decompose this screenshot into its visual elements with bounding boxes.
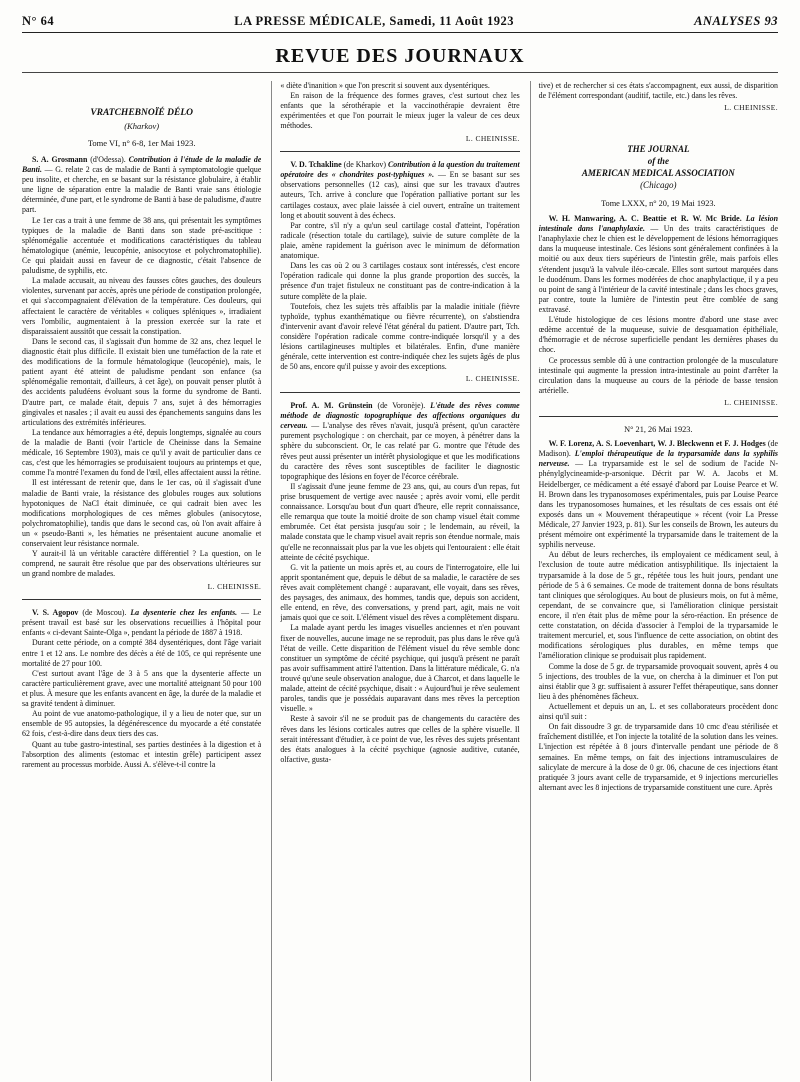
column-2 xyxy=(271,81,519,1081)
divider xyxy=(280,392,519,393)
paragraph: Dans le second cas, il s'agissait d'un homme de 32 ans, chez lequel le diagnostic était plus difficile. Il existait bien une tuméfaction de la rate et des modifications de la formule hématologique (leucopénie), mais, le patient ayant été atteint de paludisme pendant son enfance (sa splénomégalie remontait, d'ailleurs, à cet âge), on pouvait penser plutôt à des accidents paludéens évoluant sous la forme du syndrome de Banti. D'autre part, ce malade était, depuis 7 ans, sujet à des hémorragies gingivales et nasales ; il avait eu aussi des épanchements sanguins dans les articulations des extrémités inférieures. xyxy=(22,336,262,427)
journal-heading-jama xyxy=(539,143,778,192)
signature: L. CHEINISSE. xyxy=(724,397,778,407)
paragraph: Par contre, s'il n'y a qu'un seul cartilage costal d'atteint, l'opération radicale (résection totale du cartilage), suivie de suture complète de la plaie, amène rapidement la guérison avec le minimum de déformation anatomique. xyxy=(280,220,520,261)
paragraph: Toutefois, chez les sujets très affaiblis par la maladie initiale (fièvre typhoïde, typhus exanthématique ou fièvre récurrente), on s'abstiendra d'intervenir avant d'avoir relevé l'état général du patient. D'autre part, Tch. considère l'opération radicale comme contre-indiquée lorsqu'il y a des lésions cartilagineuses multiples et bilatérales. Enfin, d'une manière générale, cette intervention est contre-indiquée chez les sujets âgés de plus de 50 ans, encore qu'il puisse y avoir des exceptions. xyxy=(280,301,520,372)
paragraph: Il s'agissait d'une jeune femme de 23 ans, qui, au cours d'un repas, fut prise brusquement de vertige avec nausée ; après avoir vomi, elle perdit connaissance. Lorsqu'au bout d'un quart d'heure, elle reprit connaissance, elle remarqua que toute la moitié droite de son champ visuel était comme embrumée. Cet état persista jusqu'au soir ; le lendemain, au réveil, la malade constata que le champ visuel avait repris son étendue normale, mais qu'elle ne reconnaissait plus par la vue les objets qui l'entouraient : elle était atteinte de cécité psychique. xyxy=(280,481,520,562)
paragraph: « diète d'inanition » que l'on prescrit si souvent aux dysentériques. xyxy=(280,81,490,90)
column-3 xyxy=(530,81,778,1081)
article-title: L'emploi thérapeutique de la tryparsamide dans la syphilis nerveuse. xyxy=(538,449,778,469)
divider xyxy=(539,416,778,417)
paragraph: En raison de la fréquence des formes graves, c'est surtout chez les enfants que la sérothérapie et la vaccinothérapie devraient être expérimentées et que l'on pourrait le mieux juger la valeur de ces deux méthodes. xyxy=(280,91,520,131)
paragraph: On fait dissoudre 3 gr. de tryparsamide dans 10 cmc d'eau stérilisée et fraîchement distillée, et l'on injecte la totalité de la solution dans les veines. L'injection est répétée à 8 jours d'intervalle pendant une période de 8 semaines. En même temps, on fait des injections intramusculaires de salicylate de mercure à la dose de 0 gr. 06, chacune de ces injections étant pratiquée 3 jours avant celle de tryparsamide, et 9 injections mercurielles alternant avec les 8 injections de tryparsamide constituent une cure. Après xyxy=(538,722,778,792)
article-manwaring: W. H. Manwaring, A. C. Beattie et R. W. Mc Bride. La lésion intestinale dans l'anaphylaxie. — Un des traits caractéristiques de l'anaphylaxie chez le chien est le développement de lésions hémorragiques dans la muqueuse intestinale. Ces lésions sont généralement confinées à la moitié ou aux deux tiers supérieurs de l'intestin grêle, mais parfois elles s'étendent jusqu'à la valvule iléo-cæcale. Elles sont surtout marquées dans le duodénum. Dans les formes modérées de choc anaphylactique, il y a peu ou point de sang à l'intérieur de la cavité intestinale ; dans les chocs graves, par contre, toute la lumière de l'intestin peut être comblée de sang extravasé. xyxy=(538,213,778,314)
columns xyxy=(22,81,778,1081)
journal-line: AMERICAN MEDICAL ASSOCIATION xyxy=(581,168,735,179)
journal-heading: VRATCHEBNOÏÉ DÉLO xyxy=(90,108,193,118)
paragraph: Ce processus semble dû à une contraction prolongée de la musculature intestinale qui augmente la pression intra-intestinale au point d'arrêter la circulation dans la muqueuse au cours de la période de basse tension artérielle. xyxy=(538,355,778,395)
signature: L. CHEINISSE. xyxy=(207,581,262,591)
divider xyxy=(22,599,261,600)
paragraph: Comme la dose de 5 gr. de tryparsamide provoquait souvent, après 4 ou 5 injections, des troubles de la vue, on chercha à la diminuer et l'on put ainsi établir que 3 gr. suffisaient à assurer l'effet thérapeutique, sans donner lieu à des phénomènes fâcheux. xyxy=(538,661,778,701)
section-title: REVUE DES JOURNAUX xyxy=(22,45,778,73)
issue-line: Tome VI, n° 6-8, 1er Mai 1923. xyxy=(87,138,196,149)
article-title: L'étude des rêves comme méthode de diagnostic topographique des affections organiques du cerveau. xyxy=(280,401,520,431)
journal-line: of the xyxy=(647,155,669,166)
paragraph: La malade ayant perdu les images visuelles anciennes et n'en pouvant fixer de nouvelles, aucune image ne se reproduit, pas plus dans le rêve qu'à l'état de veille. Cette disparition de l'élément visuel du rêve semble donc constituer un symptôme de cécité psychique, qui jusqu'à présent ne paraît pas avoir suffisamment attiré l'attention. Dans la littérature médicale, G. n'a trouvé qu'une seule observation analogue, due à Charcot, et dans laquelle le malade, atteint de cécité psychique, disait : « Aujourd'hui je rêve seulement paroles, tandis que je possédais auparavant dans mes rêves la perception visuelle. » xyxy=(280,623,520,714)
journal-city: (Chicago) xyxy=(640,180,677,191)
paragraph: G. vit la patiente un mois après et, au cours de l'interrogatoire, elle lui apprit spontanément que, depuis le début de sa maladie, le caractère de ses rêves avait complètement changé : auparavant, elle voyait, dans ses rêves, des paysages, des animaux, des hommes, tandis que, depuis son accident, elle entend, en rêve, des conversations, y prend part, agit, mais ne voit jamais quoi que ce soit. L'élément visuel des rêves a complètement disparu. xyxy=(280,562,520,623)
journal-line: THE JOURNAL xyxy=(627,143,690,154)
paragraph: Dans les cas où 2 ou 3 cartilages costaux sont intéressés, c'est encore l'opération radicale qui donne la plus grande proportion des succès, la présence d'un trajet fistuleux ne constituant pas de contre-indication à la suture complète de la plaie. xyxy=(280,261,520,301)
section-page: ANALYSES 93 xyxy=(694,14,778,28)
divider xyxy=(280,151,519,152)
paragraph: L'étude histologique de ces lésions montre d'abord une stase avec œdème accentué de la muqueuse, suivie de desquamation épithéliale, d'hémorragie et de nécrose superficielle pendant les dernières phases du choc. xyxy=(538,315,778,355)
article-grunstein: Prof. A. M. Grünstein (de Voronèje). L'étude des rêves comme méthode de diagnostic topographique des affections organiques du cerveau. — L'analyse des rêves n'avait, jusqu'à présent, qu'un caractère purement psychologique : on cherchait, par ce moyen, à pénétrer dans la sphère du subconscient. Or, le cas relaté par G. montre que l'étude des rêves peut aussi présenter un intérêt physiologique et que les modifications du caractère des rêves sont susceptibles de faciliter le diagnostic topographique des lésions en foyer de l'écorce cérébrale. xyxy=(280,401,520,481)
paragraph: Reste à savoir s'il ne se produit pas de changements du caractère des rêves dans les lésions corticales autres que celles de la sphère visuelle. Il serait intéressant d'étudier, à ce point de vue, les rêves des sujets présentant des états analogues à la cécité psychique (agnosie auditive, cutanée, olfactive, gusta- xyxy=(280,714,520,764)
journal-city: (Kharkov) xyxy=(124,121,160,132)
journal-title: LA PRESSE MÉDICALE, Samedi, 11 Août 1923 xyxy=(234,14,515,28)
signature: L. CHEINISSE. xyxy=(724,103,778,113)
signature: L. CHEINISSE. xyxy=(465,374,520,384)
article-author: V. S. Agopov xyxy=(32,608,79,618)
article-author: V. D. Tchakline xyxy=(290,160,342,170)
page-number: N° 64 xyxy=(22,14,55,28)
paragraph: C'est surtout avant l'âge de 3 à 5 ans que la dysenterie affecte un caractère particulièrement grave, avec une mortalité atteignant 50 pour 100 et plus. À mesure que les enfants avancent en âge, la durée de la maladie et sa gravité tendent à diminuer. xyxy=(22,668,262,709)
paragraph: Quant au tube gastro-intestinal, ses parties destinées à la digestion et à l'absorption des aliments (estomac et intestin grêle) participent assez rarement au processus morbide. Aussi A. s'élève-t-il contre la xyxy=(22,739,262,769)
issue-line: N° 21, 26 Mai 1923. xyxy=(624,424,693,434)
article-agopov: V. S. Agopov (de Moscou). La dysenterie chez les enfants. — Le présent travail est basé sur les observations recueillies à l'hôpital pour enfants « ci-devant Sainte-Olga », pendant la période de 1887 à 1918. xyxy=(22,608,262,638)
article-title: La lésion intestinale dans l'anaphylaxie. xyxy=(538,213,778,234)
paragraph: La malade accusait, au niveau des fausses côtes gauches, des douleurs violentes, survenant par accès, après une période de constipation prolongée, et qui s'accompagnaient d'élévation de la température. Ces douleurs, qui affectaient le caractère de véritables « coliques spléniques », irradiaient vers l'ombilic, augmentaient à la pression exercée sur la rate et disparaissaient aussitôt que cessait la constipation. xyxy=(22,276,262,336)
paragraph: Y aurait-il là un véritable caractère différentiel ? La question, on le comprend, ne saurait être résolue que par des observations ultérieures sur un grand nombre de malades. xyxy=(22,549,262,579)
article-tchakline: V. D. Tchakline (de Kharkov) Contribution à la question du traitement opératoire des « chondrites post-typhiques ». — En se basant sur ses observations personnelles (12 cas), ainsi que sur les travaux d'autres auteurs, Tch. arrive à conclure que l'opération palliative portant sur les cartilages costaux, avec plaie laissée à ciel ouvert, entraîne un traitement long et aboutit souvent à des échecs. xyxy=(280,160,520,220)
paragraph: Il est intéressant de retenir que, dans le 1er cas, où il s'agissait d'une maladie de Banti vraie, la résistance des globules rouges aux solutions hypotoniques de NaCl était diminuée, ce qui cadrait bien avec les modifications morphologiques de ces mêmes globules (anisocytose, polychromatophilie), tandis que dans le second cas, où l'on avait affaire à un « pseudo-Banti », les hématies ne présentaient aucune anomalie et conservaient leur résistance normale. xyxy=(22,478,262,549)
article-author: W. F. Lorenz, A. S. Loevenhart, W. J. Bleckwenn et F. J. Hodges xyxy=(548,439,766,449)
article-author: S. A. Grosmann xyxy=(32,154,88,164)
paragraph: Au point de vue anatomo-pathologique, il y a lieu de noter que, sur un ensemble de 95 autopsies, la dégénérescence du myocarde a été constatée 62 fois, c'est-à-dire dans deux tiers des cas. xyxy=(22,709,262,739)
article-author: Prof. A. M. Grünstein xyxy=(290,401,373,411)
article-author: W. H. Manwaring, A. C. Beattie et R. W. Mc Bride. xyxy=(548,213,742,223)
running-header xyxy=(22,14,778,33)
issue-line: Tome LXXX, n° 20, 19 Mai 1923. xyxy=(601,199,716,209)
article-grosmann: S. A. Grosmann (d'Odessa). Contribution à l'étude de la maladie de Banti. — G. relate 2 cas de maladie de Banti à symptomatologie quelque peu insolite, et cherche, en se basant sur la résistance globulaire, à établir une ligne de séparation entre la maladie de Banti vraie sans étiologie déterminée, d'une part, et le syndrome de Banti à base de paludisme, d'autre part. xyxy=(22,154,262,215)
column-1 xyxy=(22,81,261,1081)
article-title: La dysenterie chez les enfants. xyxy=(130,608,238,618)
article-title: Contribution à l'étude de la maladie de Banti. xyxy=(22,154,262,175)
article-lorenz: W. F. Lorenz, A. S. Loevenhart, W. J. Bleckwenn et F. J. Hodges (de Madison). L'emploi thérapeutique de la tryparsamide dans la syphilis nerveuse. — La tryparsamide est le sel de sodium de l'acide N-phénylglycineamide-p-arsonique. Décrit par W. A. Jacobs et M. Heidelberger, ce médicament a été essayé d'abord par Louise Pearce et W. H. Brown dans les trypanosomoses expérimentales, puis par Louise Pearce dans les trypanosomoses humaines, et les résultats de ces essais ont été exposés dans un « Mouvement thérapeutique » récent (voir La Presse Médicale, 27 Janvier 1923, p. 81). Sur les conseils de Brown, les auteurs du présent mémoire ont expérimenté la tryparsamide dans le traitement de la syphilis nerveuse. xyxy=(538,439,778,550)
paragraph: tive) et de rechercher si ces états s'accompagnent, eux aussi, de disparition de l'élément correspondant (auditif, tactile, etc.) dans les rêves. xyxy=(538,81,778,101)
paragraph: La tendance aux hémorragies a été, depuis longtemps, signalée au cours de la maladie de Banti (voir l'article de Cheinisse dans la Semaine médicale, 16 Septembre 1903), mais ce qu'il y avait de particulier dans ce cas, c'est que les hémorragies se produisaient toujours au printemps et que, comme l'a montré l'examen du fond de l'œil, elles affectaient aussi la rétine. xyxy=(22,427,262,478)
paragraph: Le 1er cas a trait à une femme de 38 ans, qui présentait les symptômes typiques de la maladie de Banti dans son stade pré-ascitique : splénomégalie accentuée et modifications caractéristiques du tableau hématologique (anémie, leucopénie, anisocytose et polychromatophilie). Ce qui plaidait aussi en faveur de ce diagnostic, c'était l'absence de paludisme, de syphilis, etc. xyxy=(22,215,262,276)
paragraph: Durant cette période, on a compté 384 dysentériques, dont l'âge variait entre 1 et 12 ans. Le nombre des décès a été de 105, ce qui représente une mortalité de 27 pour 100. xyxy=(22,638,262,668)
paragraph: Actuellement et depuis un an, L. et ses collaborateurs procèdent donc ainsi qu'il suit : xyxy=(538,702,778,722)
signature: L. CHEINISSE. xyxy=(465,133,520,143)
paragraph: Au début de leurs recherches, ils employaient ce médicament seul, à l'exclusion de toute autre médication antisyphilitique. Ils injectaient la tryparsamide à la dose de 5 gr., répétée tous les huit jours, pendant une période de 5 à 6 semaines. Ce mode de traitement donna de bons résultats tant cliniques que sérologiques. Au bout de plusieurs mois, on fut à même, cependant, de se convaincre que, si l'amélioration clinique persistait encore, il n'en était plus de même pour la séro-réaction. En présence de cette constatation, on décida d'associer à l'emploi de la tryparsamide le traitement mercuriel, et, sous l'influence de cette association, on obtint des modifications sérologiques plus durables, en même temps que l'amélioration clinique se produisait plus rapidement. xyxy=(538,550,778,661)
article-title: Contribution à la question du traitement opératoire des « chondrites post-typhiques ». xyxy=(280,160,520,180)
